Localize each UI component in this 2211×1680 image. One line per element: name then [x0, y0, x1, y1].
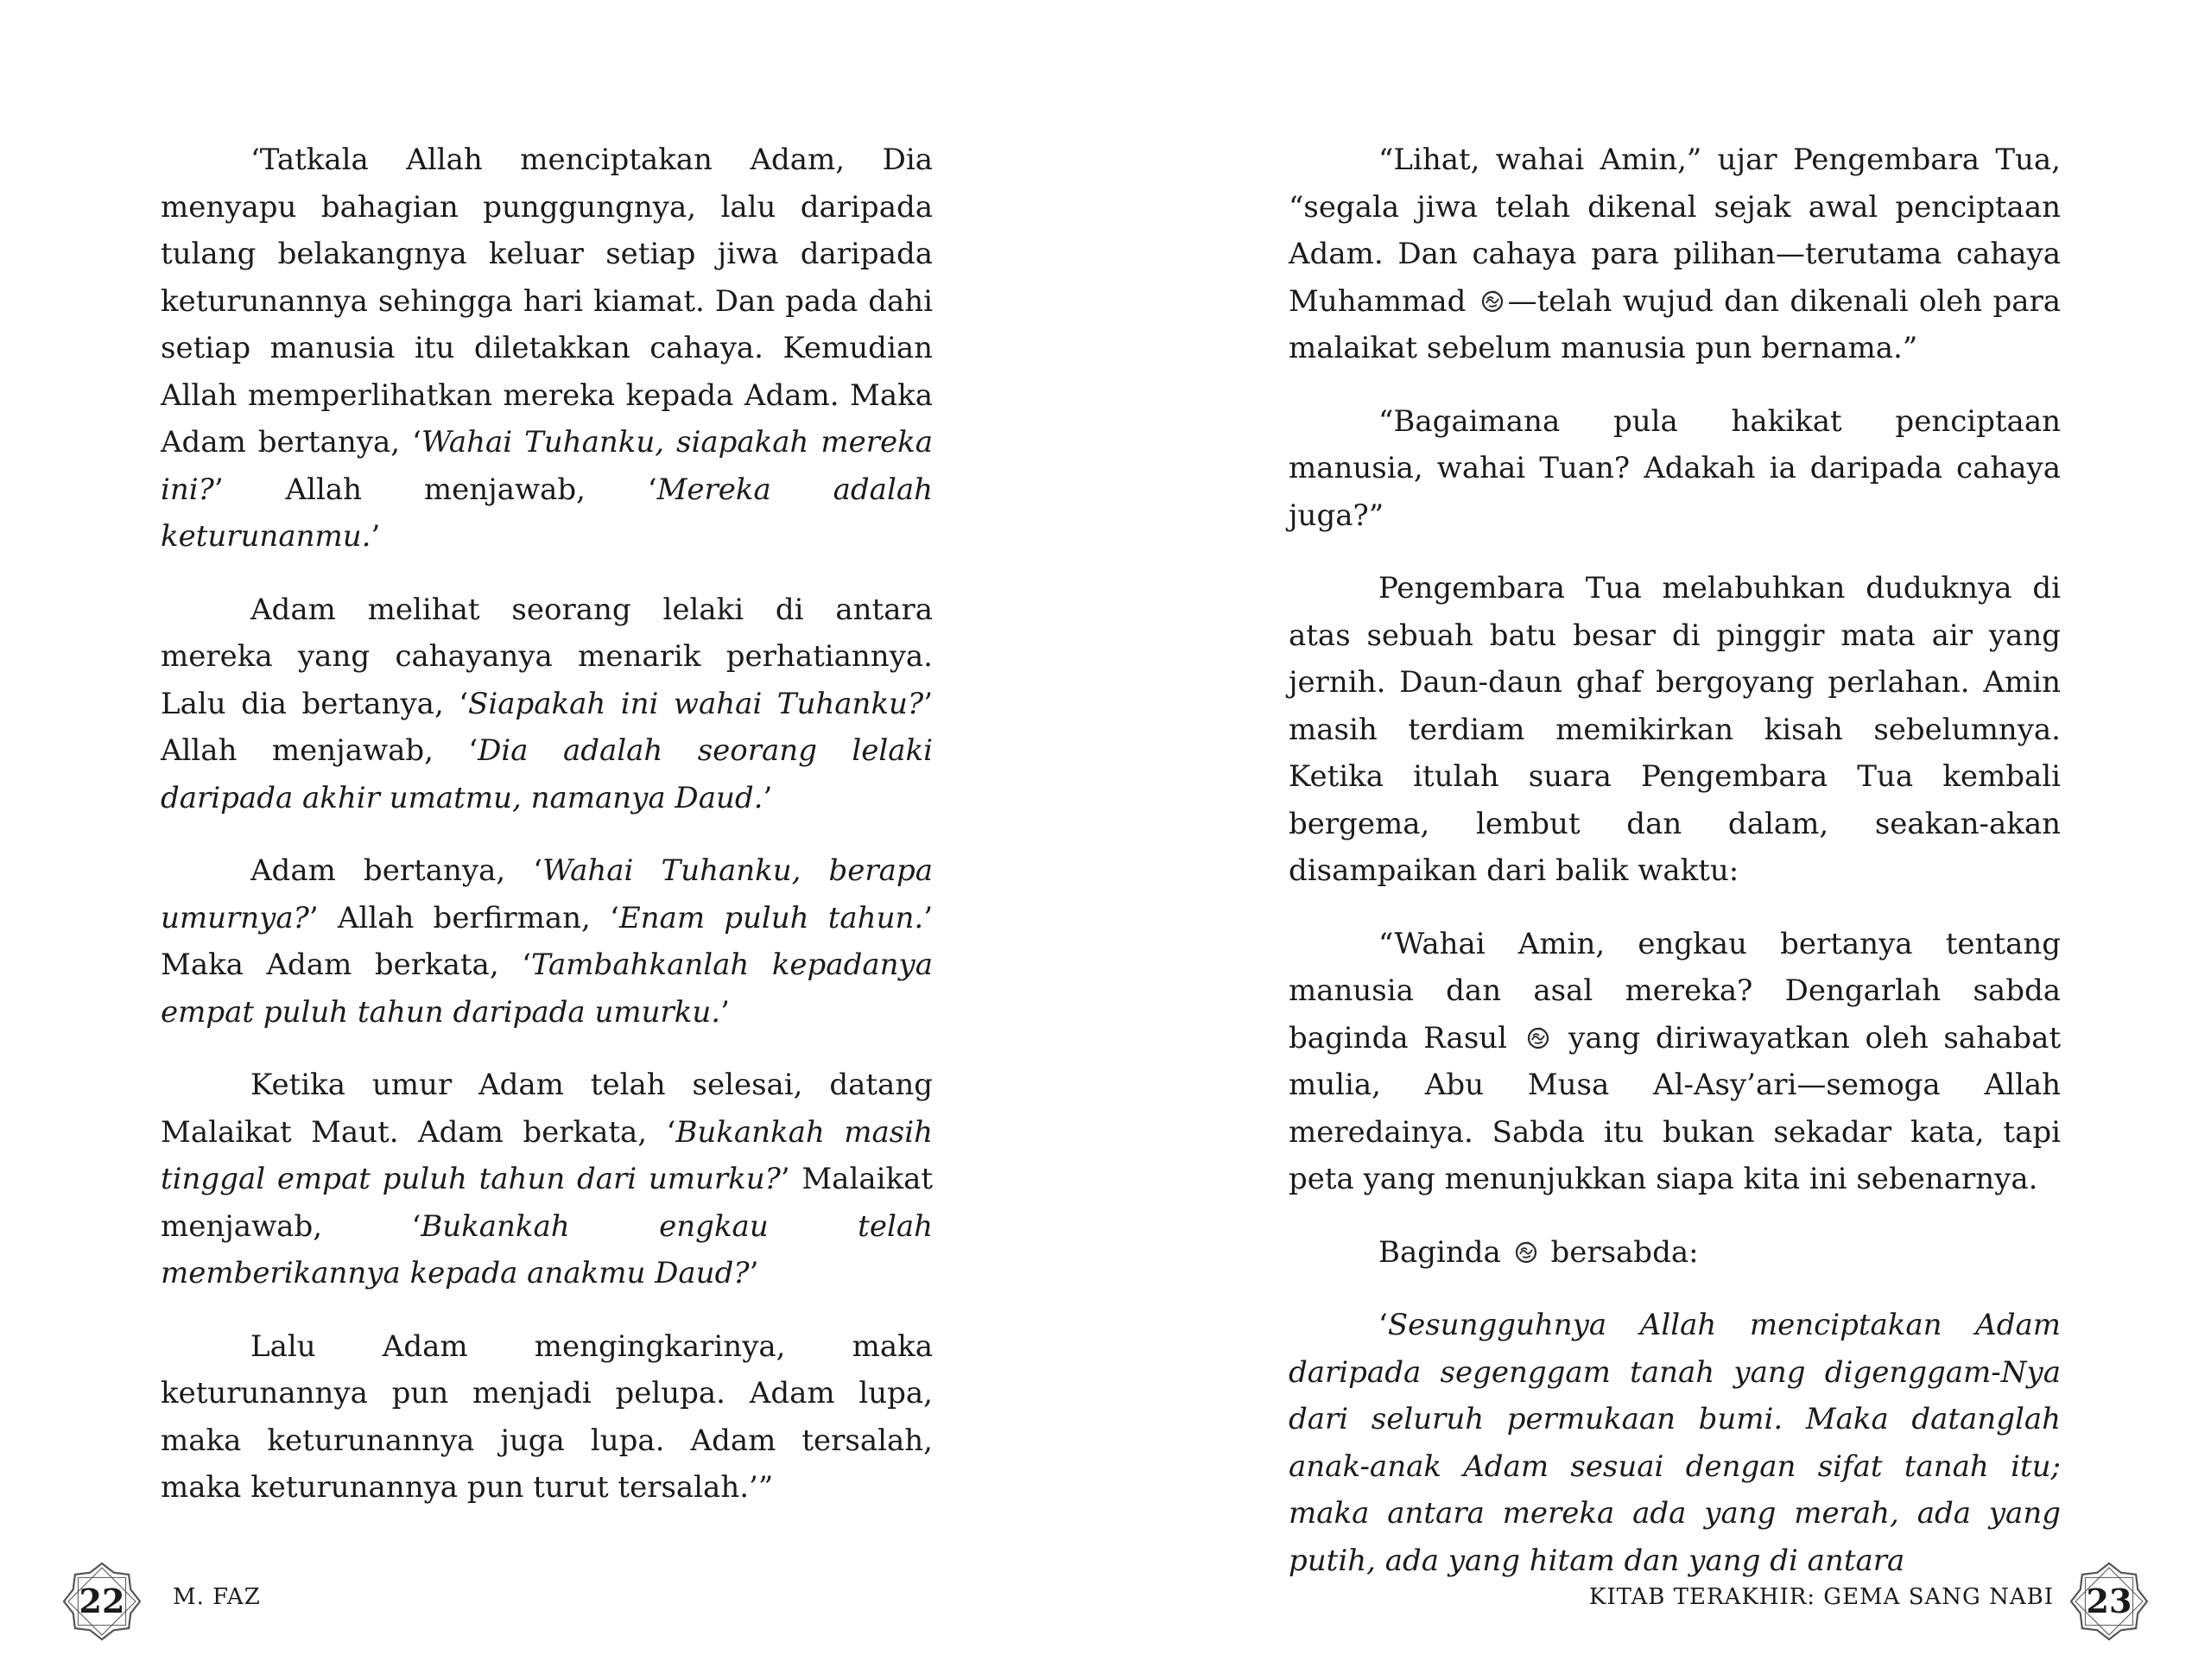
paragraph	[161, 847, 933, 1036]
italic-quote-text: Enam puluh tahun.	[618, 900, 924, 935]
body-text: —telah wujud dan dikenali oleh para malaikat sebelum manusia pun bernama.”	[1289, 283, 2062, 365]
body-text: ’ Allah berfirman, ‘	[308, 900, 619, 935]
body-text: ’	[749, 1256, 759, 1290]
left-page-text	[161, 136, 933, 1512]
running-head-author: M. FAZ	[173, 1584, 261, 1610]
right-page-footer	[1106, 1562, 2149, 1631]
salawat-calligraphy-icon	[1513, 1239, 1539, 1265]
italic-quote-text: Dia adalah seorang lelaki daripada akhir umatmu, namanya Daud.	[161, 733, 933, 815]
paragraph	[161, 136, 933, 561]
paragraph	[1289, 565, 2061, 895]
running-head-title: KITAB TERAKHIR: GEMA SANG NABI	[1588, 1584, 2054, 1610]
paragraph	[1289, 1302, 2061, 1584]
body-text: “Bagaimana pula hakikat penciptaan manusia, wahai Tuan? Adakah ia daripada cahaya juga?”	[1289, 403, 2061, 533]
page-number-badge	[2069, 1562, 2149, 1641]
body-text: ’ Maka Adam berkata, ‘	[161, 900, 933, 982]
body-text: Adam melihat seorang lelaki di antara mereka yang cahayanya menarik perhatiannya. Lalu dia bertanya, ‘	[161, 592, 933, 721]
body-text: Ketika umur Adam telah selesai, datang Malaikat Maut. Adam berkata, ‘	[161, 1068, 933, 1150]
body-text: ’	[371, 519, 381, 554]
italic-quote-text: Mereka adalah keturunanmu.	[161, 472, 933, 554]
italic-quote-text: Tambahkanlah kepadanya empat puluh tahun daripada umurku.	[161, 948, 933, 1030]
body-text: bersabda:	[1541, 1234, 1699, 1270]
paragraph	[161, 1062, 933, 1297]
body-text: ’ Malaikat menjawab, ‘	[161, 1162, 933, 1244]
left-page-footer	[62, 1562, 1012, 1631]
paragraph	[1289, 1229, 2061, 1277]
right-page	[1106, 0, 2211, 1680]
body-text: ’	[720, 994, 730, 1030]
right-page-text	[1289, 136, 2061, 1584]
paragraph	[1289, 921, 2061, 1203]
italic-quote-text: Bukankah masih tinggal empat puluh tahun dari umurku?	[161, 1114, 933, 1196]
paragraph	[1289, 398, 2061, 540]
page-number-badge	[62, 1562, 142, 1641]
salawat-calligraphy-icon	[1525, 1024, 1551, 1050]
body-text: Pengembara Tua melabuhkan duduknya di atas sebuah batu besar di pinggir mata air yang jernih. Daun-daun ghaf bergoyang perlahan. Amin masih terdiam memikirkan kisah sebelumnya. Ketika itulah suara Pengembara Tua kembali bergema, lembut dan dalam, seakan-akan disampaikan dari balik waktu:	[1289, 571, 2061, 888]
body-text: Baginda	[1378, 1234, 1511, 1270]
body-text: “Wahai Amin, engkau bertanya tentang manusia dan asal mereka? Dengarlah sabda baginda Rasul	[1289, 926, 2061, 1056]
italic-quote-text: Wahai Tuhanku, berapa umurnya?	[161, 853, 933, 935]
body-text: ’ Allah menjawab, ‘	[161, 686, 933, 768]
body-text: “Lihat, wahai Amin,” ujar Pengembara Tua, “segala jiwa telah dikenal sejak awal penciptaan Adam. Dan cahaya para pilihan—terutama cahaya Muhammad	[1289, 143, 2061, 319]
body-text: ’	[763, 780, 773, 815]
page-number: 23	[2086, 1582, 2132, 1620]
paragraph	[161, 1323, 933, 1512]
page-number: 22	[79, 1582, 125, 1620]
italic-quote-text: Bukankah engkau telah memberikannya kepada anakmu Daud?	[161, 1208, 933, 1290]
body-text: Lalu Adam mengingkarinya, maka keturunannya pun menjadi pelupa. Adam lupa, maka keturunannya juga lupa. Adam tersalah, maka keturunannya pun turut tersalah.’”	[161, 1328, 933, 1505]
body-text: Adam bertanya, ‘	[250, 853, 543, 888]
body-text: ‘Tatkala Allah menciptakan Adam, Dia menyapu bahagian punggungnya, lalu daripada tulang belakangnya keluar setiap jiwa daripada keturunannya sehingga hari kiamat. Dan pada dahi setiap manusia itu diletakkan cahaya. Kemudian Allah memperlihatkan mereka kepada Adam. Maka Adam bertanya, ‘	[161, 143, 933, 460]
italic-quote-text: Siapakah ini wahai Tuhanku?	[468, 686, 924, 721]
paragraph	[1289, 136, 2061, 372]
italic-quote-text: Sesungguhnya Allah menciptakan Adam daripada segenggam tanah yang digenggam-Nya dari seluruh permukaan bumi. Maka datanglah anak-anak Adam sesuai dengan sifat tanah itu; maka antara mereka ada yang merah, ada yang putih, ada yang hitam dan yang di antara	[1289, 1308, 2061, 1578]
salawat-calligraphy-icon	[1479, 288, 1505, 314]
paragraph	[161, 586, 933, 822]
body-text: ‘	[1378, 1308, 1388, 1342]
body-text: yang diriwayatkan oleh sahabat mulia, Abu Musa Al-Asy’ari—semoga Allah meredainya. Sabda itu bukan sekadar kata, tapi peta yang menunjukkan siapa kita ini sebenarnya.	[1289, 1020, 2061, 1196]
body-text: ’ Allah menjawab, ‘	[213, 472, 657, 507]
italic-quote-text: Wahai Tuhanku, siapakah mereka ini?	[161, 425, 933, 507]
